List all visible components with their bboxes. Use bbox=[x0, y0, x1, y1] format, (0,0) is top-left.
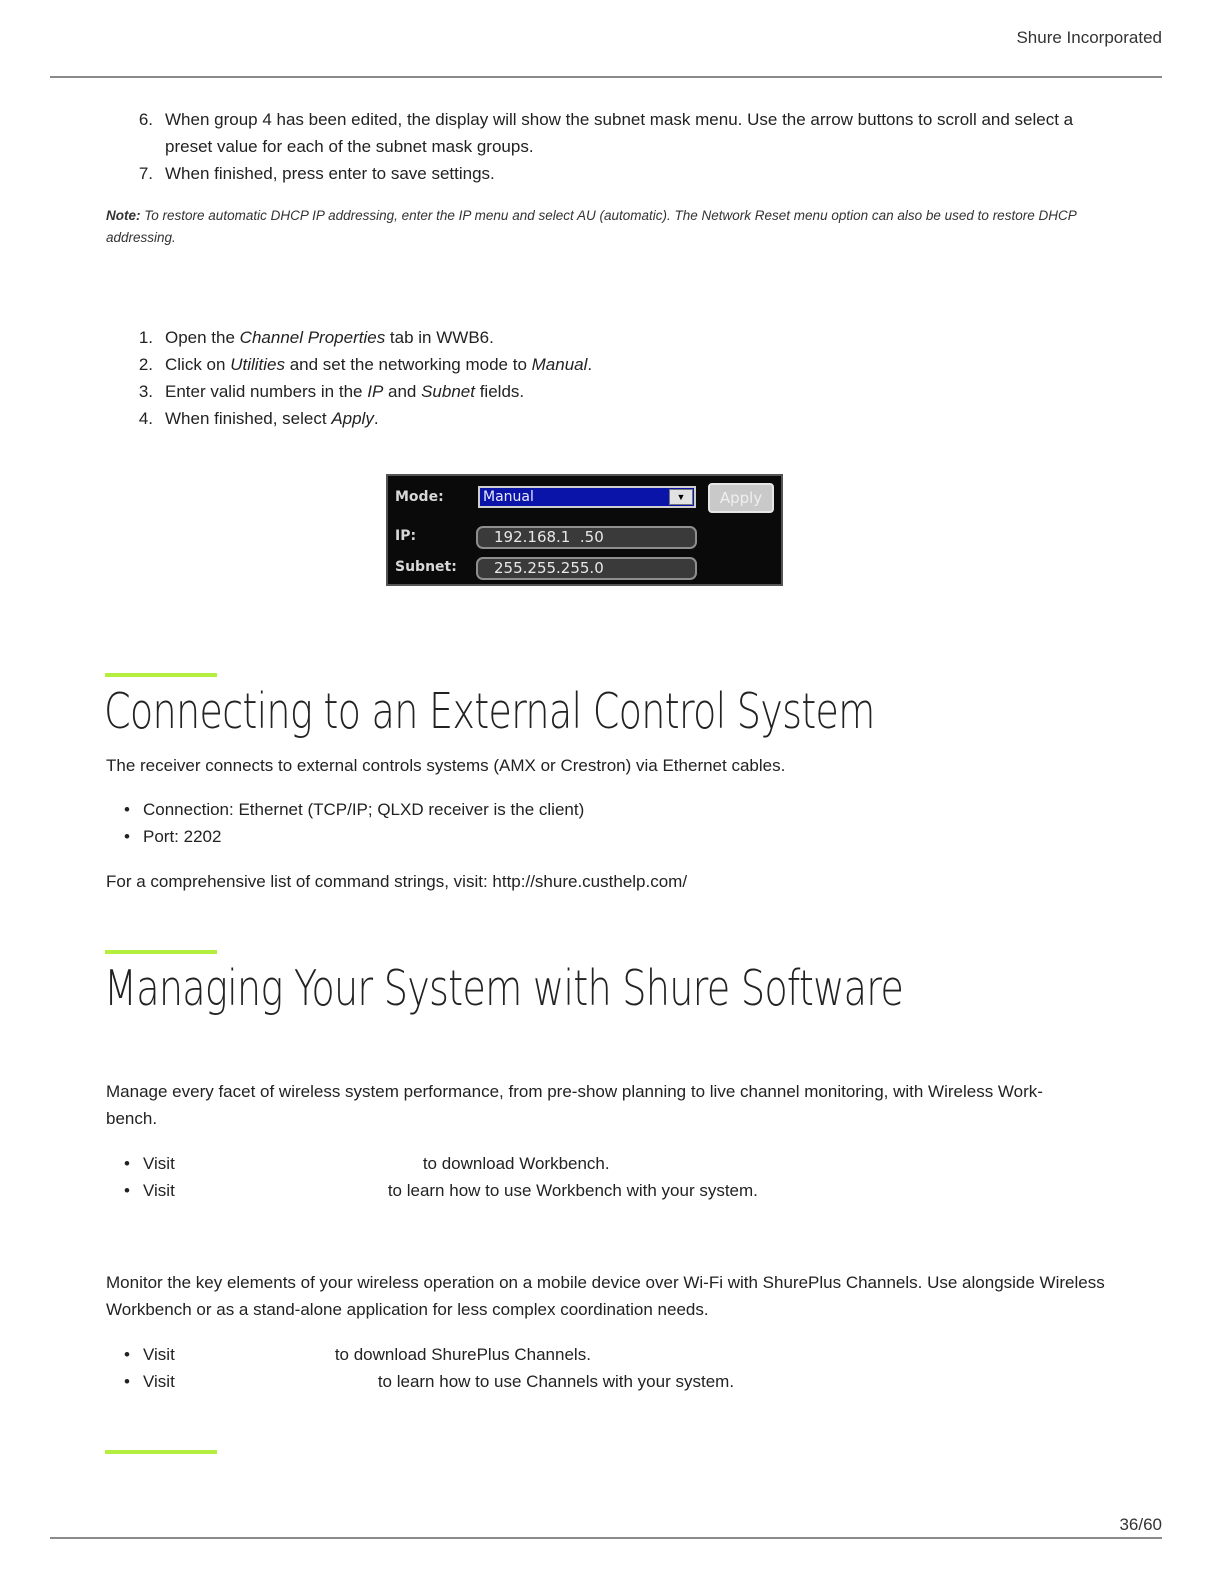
list-item: • Visit to learn how to use Channels with your system. bbox=[106, 1368, 1106, 1395]
footer-rule bbox=[50, 1537, 1162, 1539]
page-number: 36/60 bbox=[1119, 1515, 1162, 1534]
list-item: 4. When finished, select Apply. bbox=[138, 409, 379, 428]
section-accent-bar bbox=[105, 673, 217, 677]
header-company: Shure Incorporated bbox=[1016, 28, 1162, 47]
section-accent-bar bbox=[105, 1450, 217, 1454]
list-item: 6. When group 4 has been edited, the display will show the subnet mask menu. Use the arrow buttons to scroll and select a preset value for each of the subnet mask groups. bbox=[138, 110, 1074, 156]
mode-select-value: Manual bbox=[483, 489, 534, 505]
apply-button[interactable]: Apply bbox=[708, 483, 774, 513]
wwb-bullets bbox=[106, 1150, 1106, 1204]
list-item: 3. Enter valid numbers in the IP and Subnet fields. bbox=[138, 382, 525, 401]
header-rule bbox=[50, 76, 1162, 78]
shure-software-title: Managing Your System with Shure Software bbox=[104, 960, 904, 1017]
list-item: • Visit to download Workbench. bbox=[106, 1150, 1106, 1177]
list-item: • Visit to learn how to use Workbench with your system. bbox=[106, 1177, 1106, 1204]
mode-label: Mode: bbox=[395, 489, 444, 505]
external-control-title: Connecting to an External Control System bbox=[104, 683, 875, 740]
steps-continued-list bbox=[106, 106, 1106, 187]
ip-field[interactable]: 192.168.1 .50 bbox=[476, 526, 697, 549]
chevron-down-icon[interactable]: ▼ bbox=[669, 489, 693, 505]
external-control-bullets bbox=[106, 796, 1106, 850]
network-settings-screenshot bbox=[386, 474, 783, 586]
subnet-field[interactable]: 255.255.255.0 bbox=[476, 557, 697, 580]
channels-intro: Monitor the key elements of your wireless operation on a mobile device over Wi-Fi with ShurePlus Channels. Use alongside Wireless Workbench or as a stand-alone application for less complex coordination needs. bbox=[106, 1273, 1105, 1319]
channels-bullets bbox=[106, 1341, 1106, 1395]
wwb-steps-list bbox=[106, 324, 1106, 432]
ip-label: IP: bbox=[395, 528, 417, 544]
list-item: 1. Open the Channel Properties tab in WWB6. bbox=[138, 328, 494, 347]
mode-select[interactable] bbox=[478, 486, 696, 508]
list-item: 7. When finished, press enter to save settings. bbox=[138, 164, 495, 183]
list-item: • Visit to download ShurePlus Channels. bbox=[106, 1341, 1106, 1368]
subnet-label: Subnet: bbox=[395, 559, 457, 575]
dhcp-note: Note: To restore automatic DHCP IP addressing, enter the IP menu and select AU (automatic). The Network Reset menu option can also be used to restore DHCP addressing. bbox=[106, 208, 1077, 245]
list-item: • Port: 2202 bbox=[106, 823, 1106, 850]
list-item: • Connection: Ethernet (TCP/IP; QLXD receiver is the client) bbox=[106, 796, 1106, 823]
section-accent-bar bbox=[105, 950, 217, 954]
external-control-intro: The receiver connects to external controls systems (AMX or Crestron) via Ethernet cables. bbox=[106, 756, 786, 775]
command-strings-text: For a comprehensive list of command strings, visit: http://shure.custhelp.com/ bbox=[106, 872, 688, 891]
list-item: 2. Click on Utilities and set the networking mode to Manual. bbox=[138, 355, 593, 374]
wwb-intro: Manage every facet of wireless system performance, from pre-show planning to live channel monitoring, with Wireless Work- bench. bbox=[106, 1082, 1043, 1128]
